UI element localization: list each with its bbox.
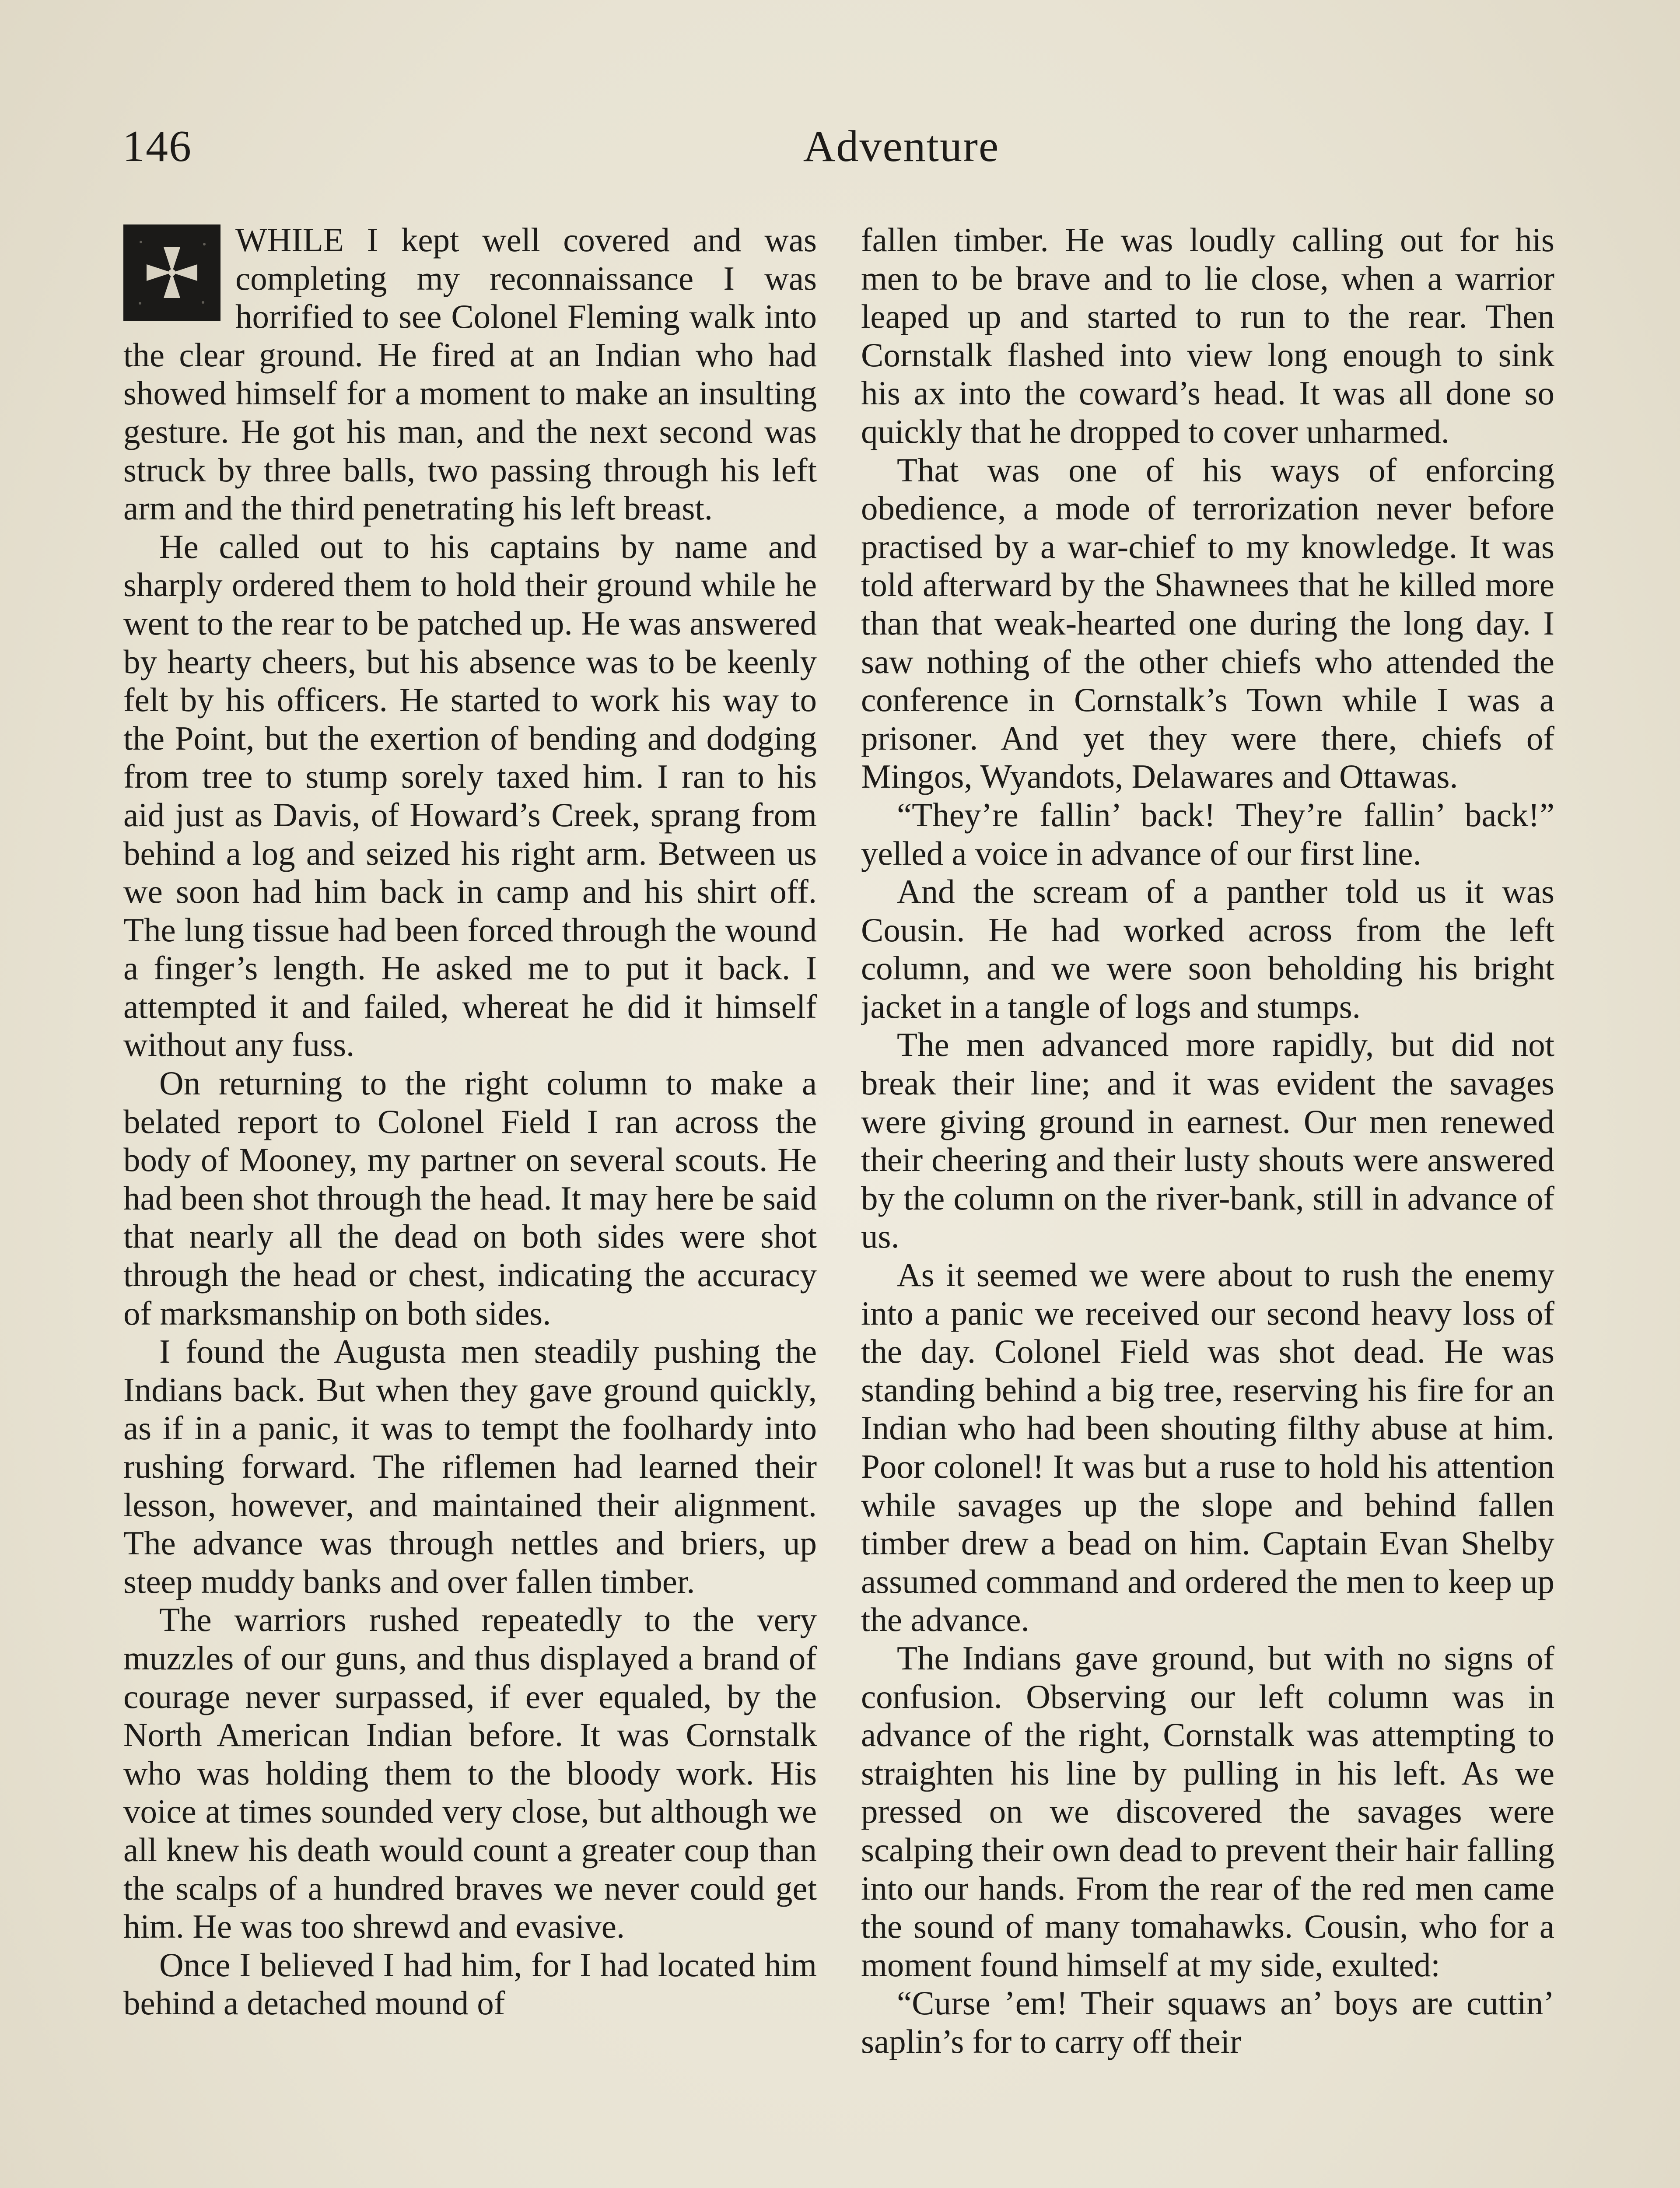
paragraph: The Indians gave ground, but with no signs of confusion. Observing our left column was in advance of the right, Cornstalk was attempting to straighten his line by pulling in his left. As we pressed on we discovered the savages were scalping their own dead to prevent their hair falling into our hands. From the rear of the red men came the sound of many tomahawks. Cousin, who for a moment found himself at my side, exulted: xyxy=(861,1639,1554,1984)
paragraph: “They’re fallin’ back! They’re fallin’ back!” yelled a voice in advance of our first line. xyxy=(861,796,1554,872)
running-title: Adventure xyxy=(803,122,1000,171)
paragraph: And the scream of a panther told us it was Cousin. He had worked across from the left column, and we were soon beholding his bright jacket in a tangle of logs and stumps. xyxy=(861,873,1554,1025)
paragraph: “Curse ’em! Their squaws an’ boys are cuttin’ saplin’s for to carry off their xyxy=(861,1984,1554,2060)
paragraph: That was one of his ways of enforcing obedience, a mode of terrorization never before practised by a war-chief to my knowledge. It was told afterward by the Shawnees that he killed more than that weak-hearted one during the long day. I saw nothing of the other chiefs who attended the conference in Cornstalk’s Town while I was a prisoner. And yet they were there, chiefs of Mingos, Wyandots, Delawares and Ottawas. xyxy=(861,451,1554,796)
maltese-cross-icon xyxy=(123,224,220,321)
paragraph: WHILE I kept well covered and was completing my reconnaissance I was horrified to see Colonel Fleming walk into the clear ground. He fired at an Indian who had showed himself for a moment to make an insulting gesture. He got his man, and the next second was struck by three balls, two passing through his left arm and the third penetrating his left breast. xyxy=(123,221,817,527)
paragraph: He called out to his captains by name and sharply ordered them to hold their ground while he went to the rear to be patched up. He was answered by hearty cheers, but his absence was to be keenly felt by his officers. He started to work his way to the Point, but the exertion of bending and dodging from tree to stump sorely taxed him. I ran to his aid just as Davis, of Howard’s Creek, sprang from behind a log and seized his right arm. Between us we soon had him back in camp and his shirt off. The lung tissue had been forced through the wound a finger’s length. He asked me to put it back. I attempted it and failed, whereat he did it himself without any fuss. xyxy=(123,527,817,1064)
paragraph: On returning to the right column to make a belated report to Colonel Field I ran across the body of Mooney, my partner on several scouts. He had been shot through the head. It may here be said that nearly all the dead on both sides were shot through the head or chest, indicating the accuracy of marksmanship on both sides. xyxy=(123,1064,817,1332)
paragraph: fallen timber. He was loudly calling out for his men to be brave and to lie close, when a warrior leaped up and started to run to the rear. Then Cornstalk flashed into view long enough to sink his ax into the coward’s head. It was all done so quickly that he dropped to cover unharmed. xyxy=(861,221,1554,450)
left-column xyxy=(123,221,817,2188)
right-column xyxy=(861,221,1554,2188)
paragraph: The men advanced more rapidly, but did not break their line; and it was evident the savages were giving ground in earnest. Our men renewed their cheering and their lusty shouts were answered by the column on the river-bank, still in advance of us. xyxy=(861,1026,1554,1255)
paragraph: I found the Augusta men steadily pushing the Indians back. But when they gave ground quickly, as if in a panic, it was to tempt the foolhardy into rushing forward. The riflemen had learned their lesson, however, and maintained their alignment. The advance was through nettles and briers, up steep muddy banks and over fallen timber. xyxy=(123,1332,817,1600)
page-number: 146 xyxy=(122,122,192,171)
paragraph: Once I believed I had him, for I had located him behind a detached mound of xyxy=(123,1946,817,2022)
page-header xyxy=(122,121,1566,182)
paragraph: As it seemed we were about to rush the enemy into a panic we received our second heavy loss of the day. Colonel Field was shot dead. He was standing behind a big tree, reserving his fire for an Indian who had been shouting filthy abuse at him. Poor colonel! It was but a ruse to hold his attention while savages up the slope and behind fallen timber drew a bead on him. Captain Evan Shelby assumed command and ordered the men to keep up the advance. xyxy=(861,1256,1554,1639)
paragraph: The warriors rushed repeatedly to the very muzzles of our guns, and thus displayed a brand of courage never surpassed, if ever equaled, by the North American Indian before. It was Cornstalk who was holding them to the bloody work. His voice at times sounded very close, but although we all knew his death would count a greater coup than the scalps of a hundred braves we never could get him. He was too shrewd and evasive. xyxy=(123,1601,817,1946)
